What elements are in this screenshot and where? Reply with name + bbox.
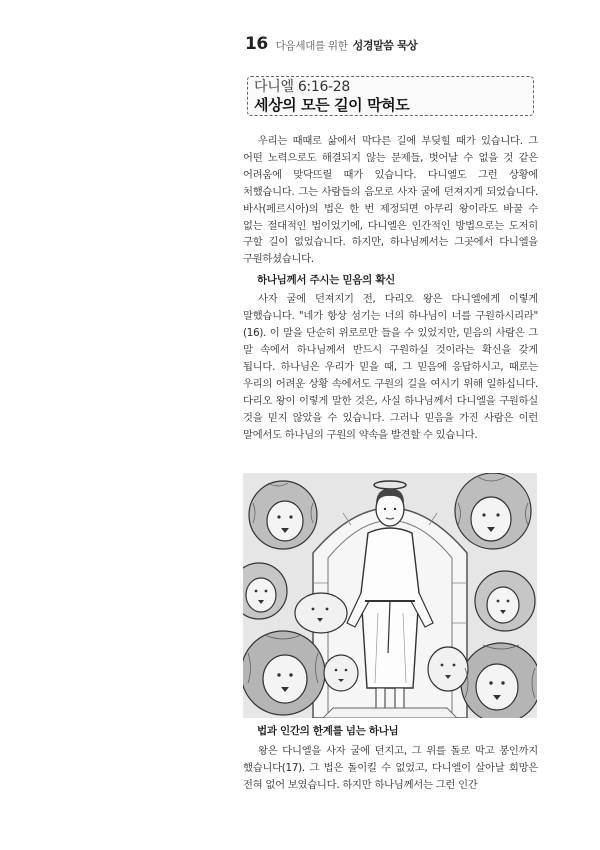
scripture-reference: 다니엘 6:16-28	[254, 79, 351, 95]
running-header	[245, 34, 417, 54]
series-prefix: 다음세대를 위한	[275, 40, 348, 52]
page-number: 16	[245, 34, 268, 54]
body-section-2	[243, 723, 538, 794]
subheading-1: 하나님께서 주시는 믿음의 확신	[257, 274, 396, 287]
paragraph-2: 사자 굴에 던져지기 전, 다리오 왕은 다니엘에게 이렇게 말했습니다. "네가 항상 섬기는 너의 하나님이 너를 구원하시리라" (16). 이 말을 단순히 위로로만 들을 수 있었지만, 믿음의 사람은 그 말 속에서 하나님께서 반드시 구원하실 것이라는 확신을 갖게 됩니다. 하나님은 우리가 믿을 때, 그 믿음에 응답하시고, 때로는 우리의 어려운 상황 속에서도 구원의 길을 여시기 위해 일하십니다. 다리오 왕이 이렇게 말한 것은, 사실 하나님께서 다니엘을 구원하실 것을 믿지 않았을 수 있습니다. 그러나 믿음을 가진 사람은 이런 말에서도 하나님의 구원의 약속을 발견할 수 있습니다.	[243, 293, 538, 441]
series-title: 성경말씀 묵상	[352, 39, 418, 52]
body-section-1	[243, 133, 538, 443]
paragraph-1: 우리는 때때로 삶에서 막다른 길에 부딪힐 때가 있습니다. 그 어떤 노력으로도 해결되지 않는 문제들, 벗어날 수 없을 것 같은 어려움에 맞닥뜨릴 때가 있습니다. 다니엘도 그런 상황에 처했습니다. 그는 사람들의 음모로 사자 굴에 던져지게 되었습니다. 바사(페르시아)의 법은 한 번 제정되면 아무리 왕이라도 바꿀 수 없는 절대적인 법이었기에, 다니엘은 인간적인 방법으로는 도저히 구할 길이 없었습니다. 하지만, 하나님께서는 그곳에서 다니엘을 구원하셨습니다.	[243, 135, 538, 266]
daniel-lions-illustration	[243, 473, 537, 718]
subheading-2: 법과 인간의 한계를 넘는 하나님	[257, 725, 399, 737]
title-box	[247, 76, 534, 116]
illustration-drawing	[243, 473, 537, 718]
paragraph-3: 왕은 다니엘을 사자 굴에 던지고, 그 위를 돌로 막고 봉인까지 했습니다(17). 그 법은 돌이킬 수 없었고, 다니엘이 살아날 희망은 전혀 없어 보였습니다. 하지만 하나님께서는 그런 인간	[243, 745, 538, 791]
article-title: 세상의 모든 길이 막혀도	[254, 96, 410, 114]
